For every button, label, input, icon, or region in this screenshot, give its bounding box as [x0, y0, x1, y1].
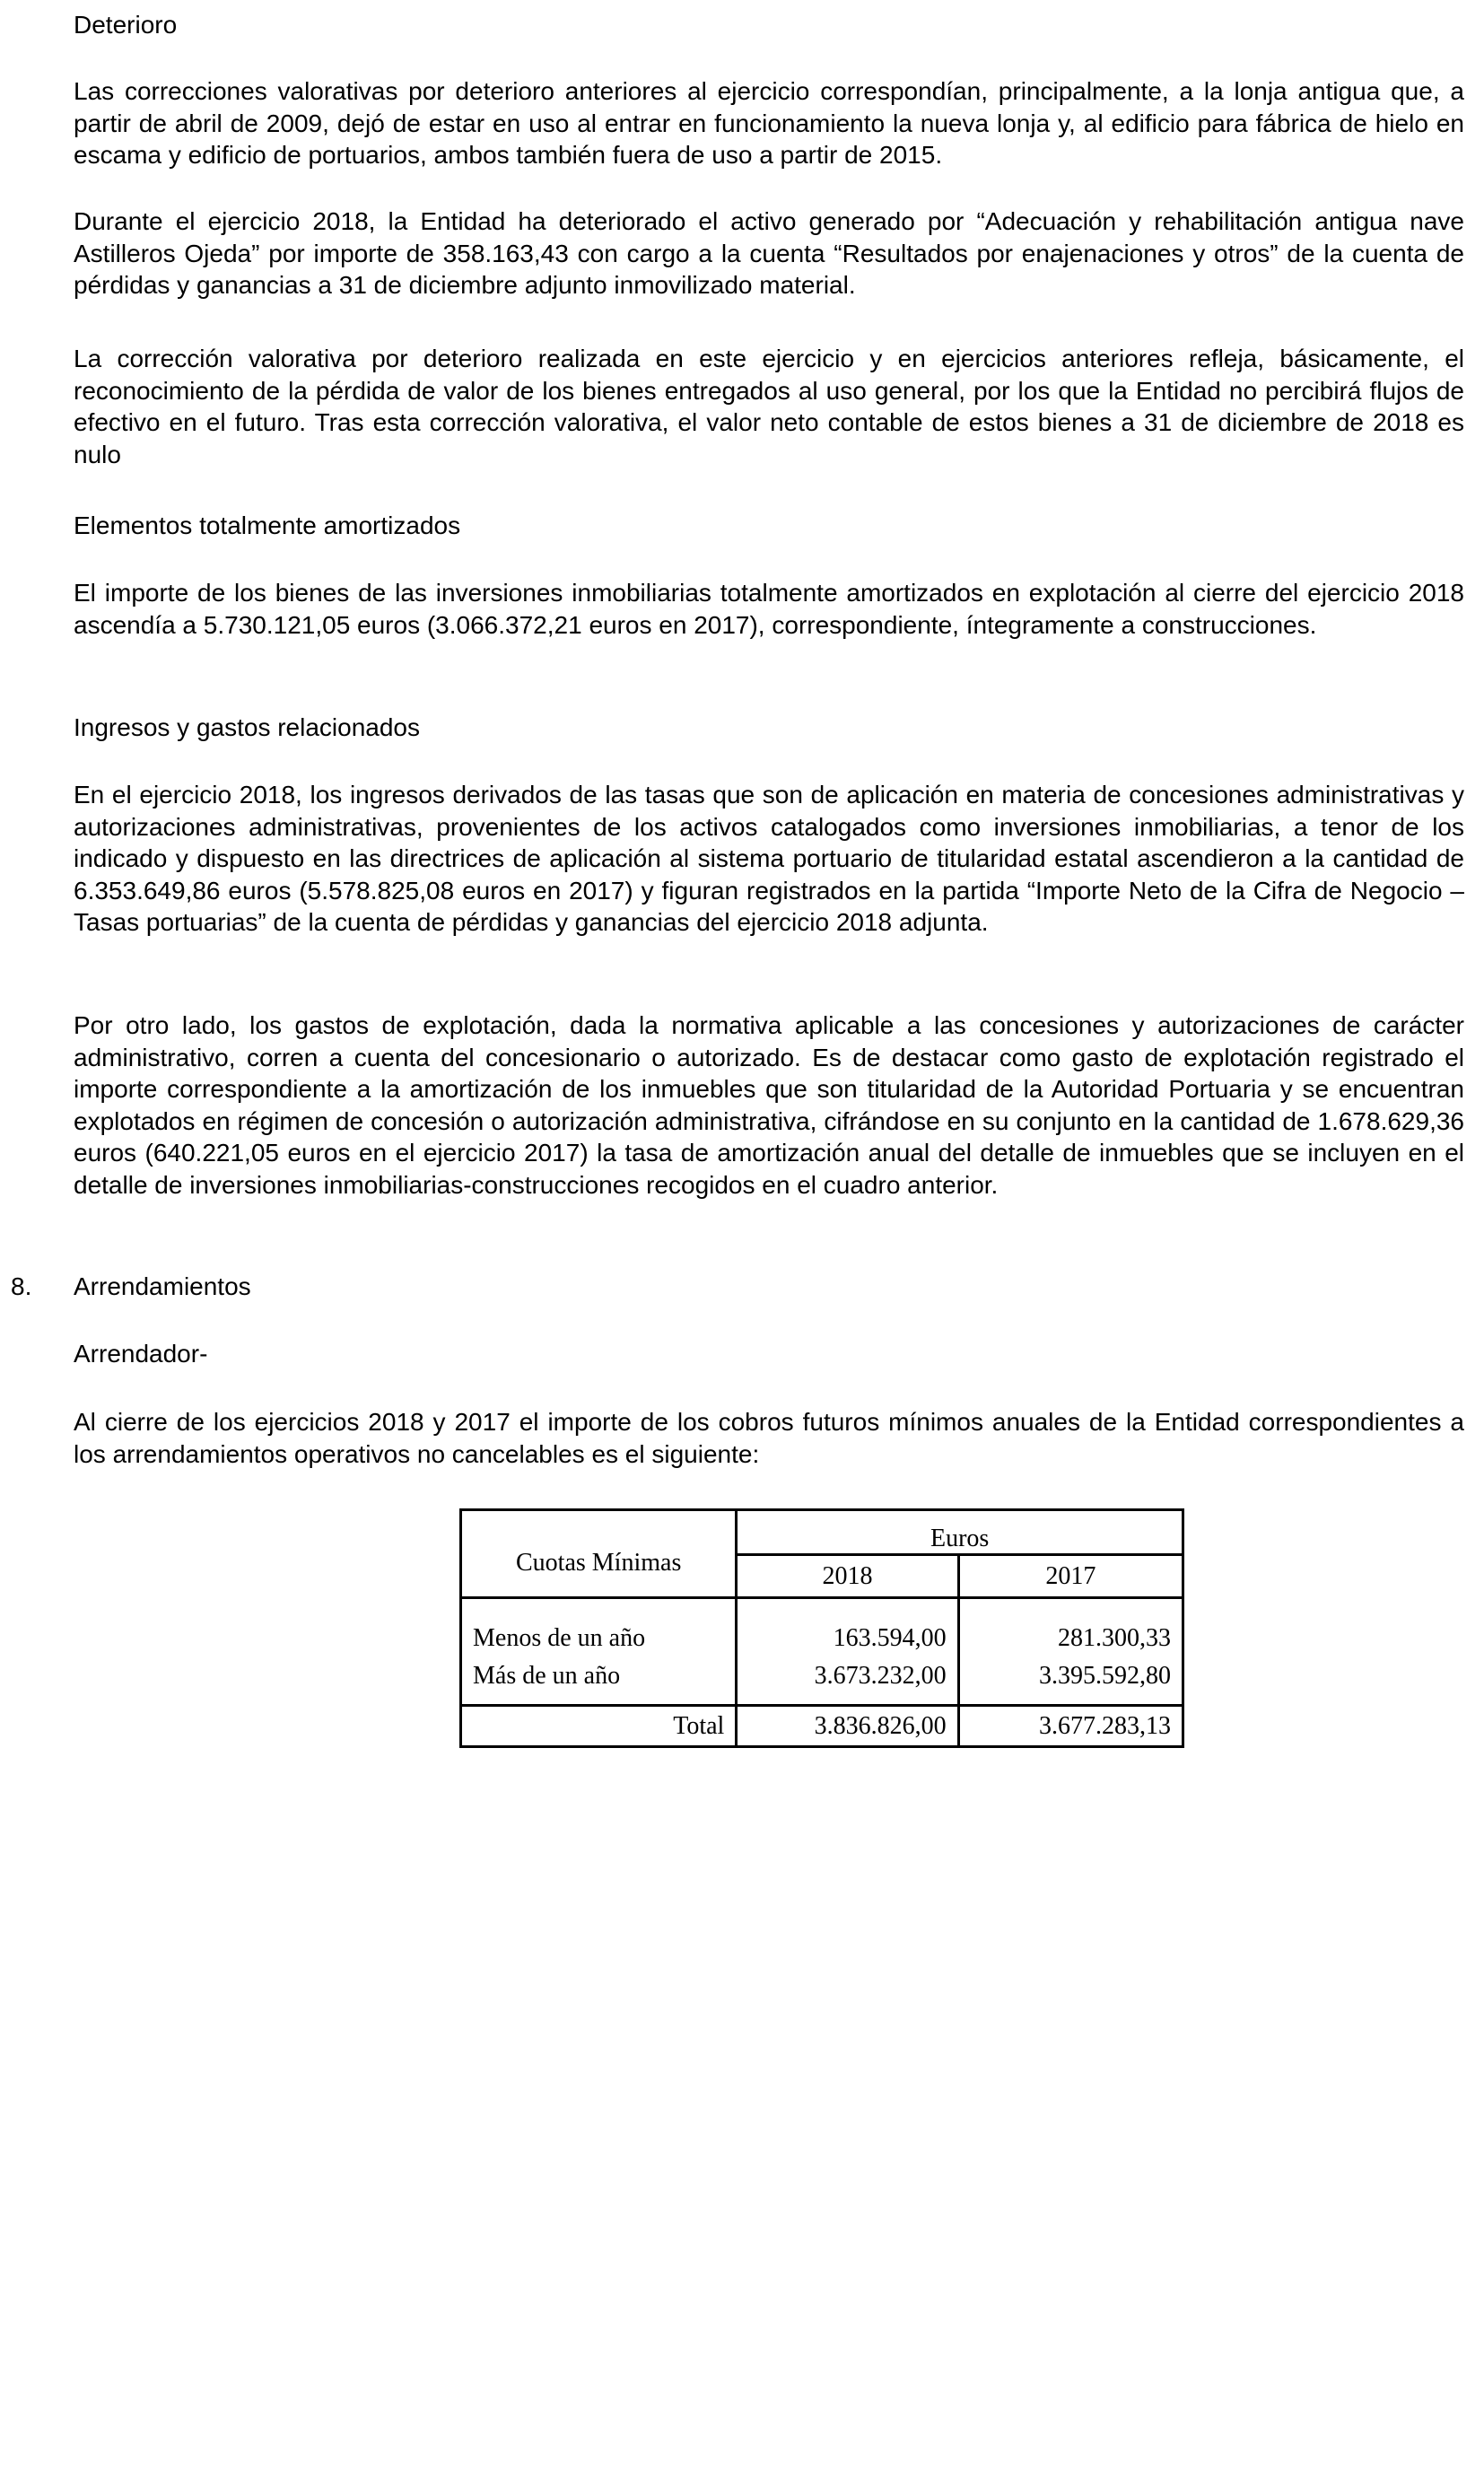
- amortizados-heading: Elementos totalmente amortizados: [74, 511, 461, 539]
- total-label: Total: [461, 1706, 737, 1747]
- year-2017-header: 2017: [958, 1555, 1183, 1598]
- total-value-2017: 3.677.283,13: [958, 1706, 1183, 1747]
- row-value-2017: 3.395.592,80: [958, 1657, 1183, 1695]
- euros-header-label: Euros: [930, 1525, 990, 1552]
- row-label: Más de un año: [461, 1657, 737, 1695]
- row-label: Menos de un año: [461, 1620, 737, 1657]
- paragraph-deterioro-2: Durante el ejercicio 2018, la Entidad ha deteriorado el activo generado por “Adecuación y rehabilitación antigua nave Astilleros Ojeda” por importe de 358.163,43 con cargo a la cuenta “Resultados por enajenaciones y otros” de la cuenta de pérdidas y ganancias a 31 de diciembre adjunto inmovilizado material.: [74, 207, 1464, 299]
- row-value-2018: 163.594,00: [737, 1620, 958, 1657]
- section-title: Arrendamientos: [74, 1272, 251, 1300]
- paragraph-ingresos-1: En el ejercicio 2018, los ingresos derivados de las tasas que son de aplicación en materia de concesiones administrativas y autorizaciones administrativas, provenientes de los activos catalogados como inversiones inmobiliarias, a tenor de los indicado y dispuesto en las directrices de aplicación al sistema portuario de titularidad estatal ascendieron a la cantidad de 6.353.649,86 euros (5.578.825,08 euros en 2017) y figuran registrados en la partida “Importe Neto de la Cifra de Negocio – Tasas portuarias” de la cuenta de pérdidas y ganancias del ejercicio 2018 adjunta.: [74, 781, 1464, 936]
- paragraph-ingresos-2: Por otro lado, los gastos de explotación, dada la normativa aplicable a las concesiones y autorizaciones de carácter administrativo, corren a cuenta del concesionario o autorizado. Es de destacar como gasto de explotación registrado el importe correspondiente a la amortización de los inmuebles que son titularidad de la Autoridad Portuaria y se encuentran explotados en régimen de concesión o autorización administrativa, cifrándose en su conjunto en la cantidad de 1.678.629,36 euros (640.221,05 euros en el ejercicio 2017) la tasa de amortización anual del detalle de inmuebles que se incluyen en el detalle de inversiones inmobiliarias-construcciones recogidos en el cuadro anterior.: [74, 1011, 1464, 1199]
- deterioro-heading: Deterioro: [74, 11, 178, 39]
- ingresos-heading: Ingresos y gastos relacionados: [74, 713, 420, 741]
- paragraph-arrendamientos: Al cierre de los ejercicios 2018 y 2017 el importe de los cobros futuros mínimos anuales de la Entidad correspondientes a los arrendamientos operativos no cancelables es el siguiente:: [74, 1408, 1464, 1468]
- section-number: 8.: [11, 1272, 32, 1300]
- table-row: [461, 1620, 1183, 1657]
- paragraph-deterioro-1: Las correcciones valorativas por deterioro anteriores al ejercicio correspondían, principalmente, a la lonja antigua que, a partir de abril de 2009, dejó de estar en uso al entrar en funcionamiento la nueva lonja y, al edificio para fábrica de hielo en escama y edificio de portuarios, ambos también fuera de uso a partir de 2015.: [74, 77, 1464, 169]
- row-value-2017: 281.300,33: [958, 1620, 1183, 1657]
- paragraph-amortizados: El importe de los bienes de las inversiones inmobiliarias totalmente amortizados en explotación al cierre del ejercicio 2018 ascendía a 5.730.121,05 euros (3.066.372,21 euros en 2017), correspondiente, íntegramente a construcciones.: [74, 579, 1464, 639]
- total-value-2018: 3.836.826,00: [737, 1706, 958, 1747]
- paragraph-deterioro-3: La corrección valorativa por deterioro realizada en este ejercicio y en ejercicios anteriores refleja, básicamente, el reconocimiento de la pérdida de valor de los bienes entregados al uso general, por los que la Entidad no percibirá flujos de efectivo en el futuro. Tras esta corrección valorativa, el valor neto contable de estos bienes a 31 de diciembre de 2018 es nulo: [74, 345, 1464, 468]
- total-row: [461, 1706, 1183, 1747]
- cuotas-minimas-table: [459, 1508, 1184, 1748]
- euros-header-cell: [737, 1510, 1183, 1555]
- row-value-2018: 3.673.232,00: [737, 1657, 958, 1695]
- arrendador-heading: Arrendador-: [74, 1340, 208, 1368]
- year-2018-header: 2018: [737, 1555, 958, 1598]
- row-header-label: Cuotas Mínimas: [516, 1548, 682, 1577]
- row-header-cell: [461, 1510, 737, 1598]
- table-row: [461, 1657, 1183, 1695]
